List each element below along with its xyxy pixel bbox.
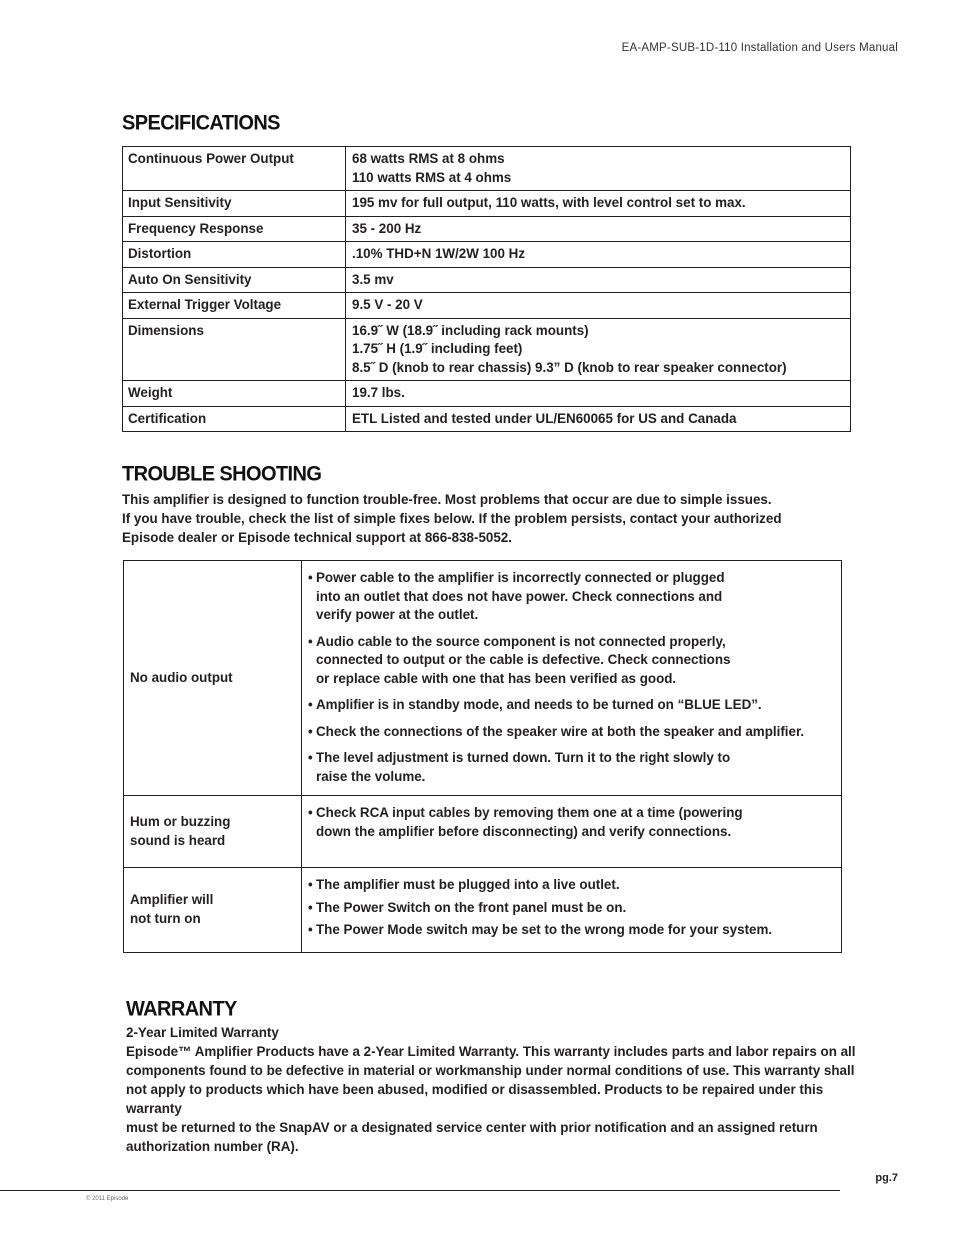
spec-row xyxy=(123,381,851,407)
issue-line: No audio output xyxy=(130,669,233,685)
spec-value-line: ETL Listed and tested under UL/EN60065 for US and Canada xyxy=(352,410,737,426)
spec-label: Auto On Sensitivity xyxy=(123,267,346,293)
spec-value xyxy=(346,216,851,242)
warranty-line: authorization number (RA). xyxy=(126,1139,299,1154)
fix-line: The amplifier must be plugged into a live outlet. xyxy=(316,877,620,892)
warranty-heading: WARRANTY xyxy=(126,997,237,1021)
spec-value xyxy=(346,147,851,191)
spec-value xyxy=(346,293,851,319)
spec-row xyxy=(123,318,851,381)
troubleshooting-intro xyxy=(122,490,822,547)
fix-text xyxy=(316,921,835,940)
troubleshooting-table xyxy=(123,560,842,953)
fix-text xyxy=(316,633,835,689)
fix-line: Audio cable to the source component is not connected properly, xyxy=(316,633,726,649)
spec-value-line: 110 watts RMS at 4 ohms xyxy=(352,169,512,185)
spec-row xyxy=(123,293,851,319)
bullet-icon: • xyxy=(308,805,313,820)
fix-line: connected to output or the cable is defective. Check connections xyxy=(316,652,731,667)
troubleshooting-row xyxy=(124,796,842,868)
fix-text xyxy=(316,876,835,895)
intro-line: If you have trouble, check the list of simple fixes below. If the problem persists, contact your authorized xyxy=(122,511,782,526)
fix-text xyxy=(316,899,835,918)
spec-value xyxy=(346,318,851,381)
footer-divider xyxy=(0,1190,840,1191)
manual-title: EA-AMP-SUB-1D-110 Installation and Users Manual xyxy=(621,42,898,54)
intro-line: This amplifier is designed to function trouble-free. Most problems that occur are due to simple issues. xyxy=(122,492,772,507)
spec-label: Certification xyxy=(123,406,346,432)
fix-line: The Power Switch on the front panel must be on. xyxy=(316,899,627,915)
spec-label: Weight xyxy=(123,381,346,407)
fix-item xyxy=(308,804,835,841)
fix-text xyxy=(316,804,835,841)
fix-line: down the amplifier before disconnecting) and verify connections. xyxy=(316,823,732,839)
spec-label: Continuous Power Output xyxy=(123,147,346,191)
issue-cell xyxy=(124,561,302,796)
fixes-cell xyxy=(302,561,842,796)
spec-value-line: 195 mv for full output, 110 watts, with level control set to max. xyxy=(352,195,746,210)
fixes-cell xyxy=(302,868,842,953)
fix-text xyxy=(316,749,835,786)
page-number: pg.7 xyxy=(875,1172,898,1184)
spec-row xyxy=(123,267,851,293)
spec-value-line: 3.5 mv xyxy=(352,271,394,287)
bullet-icon: • xyxy=(308,570,313,585)
spec-value xyxy=(346,381,851,407)
spec-value-line: 1.75˝ H (1.9˝ including feet) xyxy=(352,341,523,356)
specifications-heading: SPECIFICATIONS xyxy=(122,111,280,135)
copyright-notice: © 2011 Episode xyxy=(86,1196,129,1202)
fix-line: The level adjustment is turned down. Turn it to the right slowly to xyxy=(316,750,731,765)
fix-item xyxy=(308,696,835,715)
spec-label: Input Sensitivity xyxy=(123,191,346,217)
fix-text xyxy=(316,569,835,625)
bullet-icon: • xyxy=(308,922,313,937)
fix-line: Amplifier is in standby mode, and needs to be turned on “BLUE LED”. xyxy=(316,697,762,712)
warranty-subheading: 2-Year Limited Warranty xyxy=(126,1025,279,1040)
spec-value xyxy=(346,191,851,217)
issue-line: not turn on xyxy=(130,910,201,926)
fix-item xyxy=(308,899,835,918)
issue-line: Hum or buzzing xyxy=(130,814,231,829)
spec-value-line: 16.9˝ W (18.9˝ including rack mounts) xyxy=(352,322,589,338)
spec-value xyxy=(346,242,851,268)
spec-value xyxy=(346,267,851,293)
spec-value-line: 8.5˝ D (knob to rear chassis) 9.3” D (knob to rear speaker connector) xyxy=(352,359,787,375)
bullet-icon: • xyxy=(308,633,313,649)
fix-line: Check the connections of the speaker wire at both the speaker and amplifier. xyxy=(316,723,805,739)
spec-row xyxy=(123,191,851,217)
spec-value-line: 19.7 lbs. xyxy=(352,385,405,400)
intro-line: Episode dealer or Episode technical support at 866-838-5052. xyxy=(122,530,512,545)
fixes-cell xyxy=(302,796,842,868)
troubleshooting-heading: TROUBLE SHOOTING xyxy=(122,462,322,486)
spec-label: Distortion xyxy=(123,242,346,268)
warranty-line: components found to be defective in material or workmanship under normal conditions of use. This warranty shall xyxy=(126,1063,855,1078)
issue-line: sound is heard xyxy=(130,832,226,848)
fix-line: raise the volume. xyxy=(316,768,426,784)
spec-label: Dimensions xyxy=(123,318,346,381)
fix-item xyxy=(308,723,835,742)
fix-text xyxy=(316,696,835,715)
troubleshooting-row xyxy=(124,868,842,953)
bullet-icon: • xyxy=(308,750,313,765)
warranty-line: not apply to products which have been abused, modified or disassembled. Products to be repaired under this warranty xyxy=(126,1082,824,1116)
spec-row xyxy=(123,406,851,432)
fix-line: verify power at the outlet. xyxy=(316,607,479,622)
fix-item xyxy=(308,749,835,786)
warranty-line: Episode™ Amplifier Products have a 2-Year Limited Warranty. This warranty includes parts and labor repairs on all xyxy=(126,1044,856,1059)
spec-label: External Trigger Voltage xyxy=(123,293,346,319)
warranty-section xyxy=(126,1023,866,1156)
fix-line: into an outlet that does not have power. Check connections and xyxy=(316,588,723,604)
bullet-icon: • xyxy=(308,877,313,892)
issue-cell xyxy=(124,868,302,953)
warranty-body xyxy=(126,1042,866,1156)
troubleshooting-row xyxy=(124,561,842,796)
spec-value xyxy=(346,406,851,432)
issue-cell xyxy=(124,796,302,868)
spec-label: Frequency Response xyxy=(123,216,346,242)
spec-row xyxy=(123,242,851,268)
bullet-icon: • xyxy=(308,697,313,712)
spec-value-line: .10% THD+N 1W/2W 100 Hz xyxy=(352,246,526,261)
specifications-table xyxy=(122,146,851,432)
bullet-icon: • xyxy=(308,899,313,915)
fix-item xyxy=(308,633,835,689)
spec-row xyxy=(123,216,851,242)
bullet-icon: • xyxy=(308,723,313,739)
spec-row xyxy=(123,147,851,191)
fix-line: Check RCA input cables by removing them one at a time (powering xyxy=(316,805,743,820)
fix-line: The Power Mode switch may be set to the wrong mode for your system. xyxy=(316,922,773,937)
spec-value-line: 68 watts RMS at 8 ohms xyxy=(352,151,505,166)
fix-line: Power cable to the amplifier is incorrectly connected or plugged xyxy=(316,570,725,585)
fix-item xyxy=(308,921,835,940)
spec-value-line: 35 - 200 Hz xyxy=(352,220,422,236)
fix-item xyxy=(308,569,835,625)
warranty-line: must be returned to the SnapAV or a designated service center with prior notification and an assigned return xyxy=(126,1120,818,1135)
issue-line: Amplifier will xyxy=(130,892,214,908)
fix-line: or replace cable with one that has been verified as good. xyxy=(316,670,677,686)
fix-text xyxy=(316,723,835,742)
fix-item xyxy=(308,876,835,895)
spec-value-line: 9.5 V - 20 V xyxy=(352,297,423,312)
